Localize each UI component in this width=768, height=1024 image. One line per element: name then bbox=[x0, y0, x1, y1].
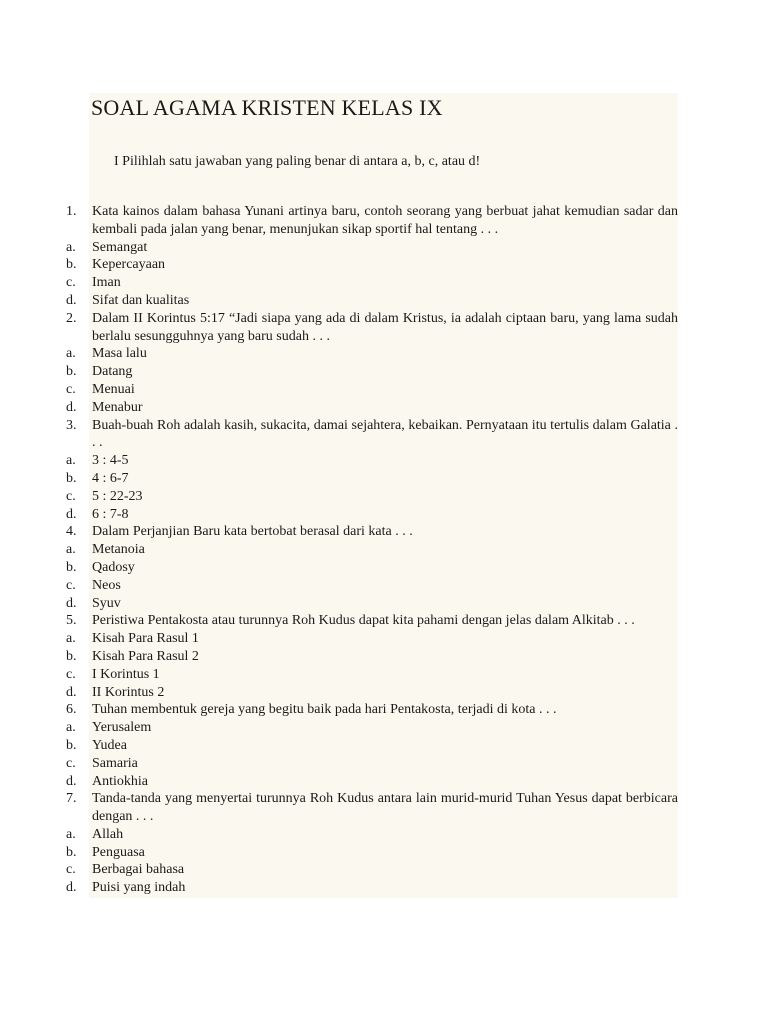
option-letter: b. bbox=[66, 737, 77, 753]
option-text: Semangat bbox=[92, 239, 148, 255]
question-number: 6. bbox=[66, 702, 77, 718]
option-text: Menuai bbox=[92, 381, 135, 397]
answer-option bbox=[66, 630, 678, 648]
answer-option bbox=[66, 256, 678, 274]
option-letter: d. bbox=[66, 773, 77, 789]
option-letter: a. bbox=[66, 631, 76, 647]
question-text: Tuhan membentuk gereja yang begitu baik pada hari Pentakosta, terjadi di kota . . . bbox=[92, 702, 557, 718]
question-text: Buah-buah Roh adalah kasih, sukacita, damai sejahtera, kebaikan. Pernyataan itu tertulis dalam Galatia . . . bbox=[92, 417, 678, 451]
option-text: Menabur bbox=[92, 399, 143, 415]
option-letter: d. bbox=[66, 399, 77, 415]
answer-option bbox=[66, 755, 678, 773]
option-text: Kisah Para Rasul 1 bbox=[92, 631, 199, 647]
answer-option bbox=[66, 381, 678, 399]
option-text: Antiokhia bbox=[92, 773, 148, 789]
question-item bbox=[66, 523, 678, 541]
answer-option bbox=[66, 879, 678, 897]
option-text: Yudea bbox=[92, 737, 127, 753]
answer-option bbox=[66, 274, 678, 292]
option-letter: a. bbox=[66, 542, 76, 558]
option-letter: a. bbox=[66, 453, 76, 469]
option-letter: c. bbox=[66, 666, 76, 682]
question-text: Peristiwa Pentakosta atau turunnya Roh Kudus dapat kita pahami dengan jelas dalam Alkitab . . . bbox=[92, 613, 635, 629]
answer-option bbox=[66, 363, 678, 381]
option-letter: b. bbox=[66, 364, 77, 380]
answer-option bbox=[66, 292, 678, 310]
option-letter: c. bbox=[66, 577, 76, 593]
question-text: Dalam Perjanjian Baru kata bertobat berasal dari kata . . . bbox=[92, 524, 413, 540]
option-text: Datang bbox=[92, 364, 133, 380]
answer-option bbox=[66, 773, 678, 791]
option-text: 3 : 4-5 bbox=[92, 453, 129, 469]
answer-option bbox=[66, 826, 678, 844]
question-item bbox=[66, 612, 678, 630]
document-title: SOAL AGAMA KRISTEN KELAS IX bbox=[91, 95, 443, 120]
question-item bbox=[66, 203, 678, 239]
answer-option bbox=[66, 577, 678, 595]
option-letter: b. bbox=[66, 257, 77, 273]
option-letter: d. bbox=[66, 506, 77, 522]
answer-option bbox=[66, 844, 678, 862]
question-number: 3. bbox=[66, 417, 77, 433]
answer-option bbox=[66, 399, 678, 417]
answer-option bbox=[66, 239, 678, 257]
option-letter: d. bbox=[66, 595, 77, 611]
answer-option bbox=[66, 345, 678, 363]
option-text: Iman bbox=[92, 275, 121, 291]
option-text: Syuv bbox=[92, 595, 121, 611]
question-item bbox=[66, 417, 678, 453]
option-text: Kepercayaan bbox=[92, 257, 166, 273]
answer-option bbox=[66, 488, 678, 506]
option-text: Qadosy bbox=[92, 559, 135, 575]
answer-option bbox=[66, 452, 678, 470]
question-number: 1. bbox=[66, 204, 77, 219]
answer-option bbox=[66, 470, 678, 488]
option-text: 6 : 7-8 bbox=[92, 506, 129, 522]
option-text: II Korintus 2 bbox=[92, 684, 165, 700]
option-letter: c. bbox=[66, 862, 76, 878]
option-letter: c. bbox=[66, 381, 76, 397]
question-text: Tanda-tanda yang menyertai turunnya Roh Kudus antara lain murid-murid Tuhan Yesus dapat berbicara dengan . . . bbox=[92, 791, 678, 825]
option-letter: a. bbox=[66, 239, 76, 255]
option-text: Berbagai bahasa bbox=[92, 862, 185, 878]
option-letter: a. bbox=[66, 826, 76, 842]
answer-option bbox=[66, 648, 678, 666]
option-text: Kisah Para Rasul 2 bbox=[92, 648, 199, 664]
answer-option bbox=[66, 684, 678, 702]
option-text: Neos bbox=[92, 577, 121, 593]
question-item bbox=[66, 790, 678, 826]
answer-option bbox=[66, 666, 678, 684]
option-letter: c. bbox=[66, 488, 76, 504]
option-text: Metanoia bbox=[92, 542, 145, 558]
option-letter: d. bbox=[66, 880, 77, 896]
option-letter: b. bbox=[66, 559, 77, 575]
option-text: 5 : 22-23 bbox=[92, 488, 143, 504]
option-letter: a. bbox=[66, 720, 76, 736]
option-text: Sifat dan kualitas bbox=[92, 292, 190, 308]
question-item bbox=[66, 310, 678, 346]
answer-option bbox=[66, 506, 678, 524]
question-text: Kata kainos dalam bahasa Yunani artinya baru, contoh seorang yang berbuat jahat kemudian sadar dan kembali pada jalan yang benar, menunjukan sikap sportif hal tentang . . . bbox=[92, 204, 678, 237]
option-text: Penguasa bbox=[92, 844, 145, 860]
question-list bbox=[66, 203, 678, 897]
option-text: 4 : 6-7 bbox=[92, 470, 129, 486]
question-number: 7. bbox=[66, 791, 77, 807]
option-letter: b. bbox=[66, 844, 77, 860]
question-text: Dalam II Korintus 5:17 “Jadi siapa yang ada di dalam Kristus, ia adalah ciptaan baru, yang lama sudah berlalu sesungguhnya yang baru sudah . . . bbox=[92, 310, 678, 344]
option-text: Yerusalem bbox=[92, 720, 152, 736]
option-letter: d. bbox=[66, 292, 77, 308]
option-text: Allah bbox=[92, 826, 124, 842]
answer-option bbox=[66, 559, 678, 577]
option-letter: c. bbox=[66, 755, 76, 771]
question-item bbox=[66, 701, 678, 719]
question-number: 4. bbox=[66, 524, 77, 540]
option-text: Puisi yang indah bbox=[92, 880, 186, 896]
option-letter: a. bbox=[66, 346, 76, 362]
option-letter: b. bbox=[66, 648, 77, 664]
question-number: 5. bbox=[66, 613, 77, 629]
question-number: 2. bbox=[66, 310, 77, 326]
option-text: Masa lalu bbox=[92, 346, 147, 362]
answer-option bbox=[66, 541, 678, 559]
answer-option bbox=[66, 595, 678, 613]
answer-option bbox=[66, 737, 678, 755]
option-text: Samaria bbox=[92, 755, 138, 771]
option-text: I Korintus 1 bbox=[92, 666, 160, 682]
option-letter: c. bbox=[66, 275, 76, 291]
answer-option bbox=[66, 861, 678, 879]
option-letter: b. bbox=[66, 470, 77, 486]
option-letter: d. bbox=[66, 684, 77, 700]
answer-option bbox=[66, 719, 678, 737]
instruction-text: I Pilihlah satu jawaban yang paling benar di antara a, b, c, atau d! bbox=[114, 154, 481, 169]
